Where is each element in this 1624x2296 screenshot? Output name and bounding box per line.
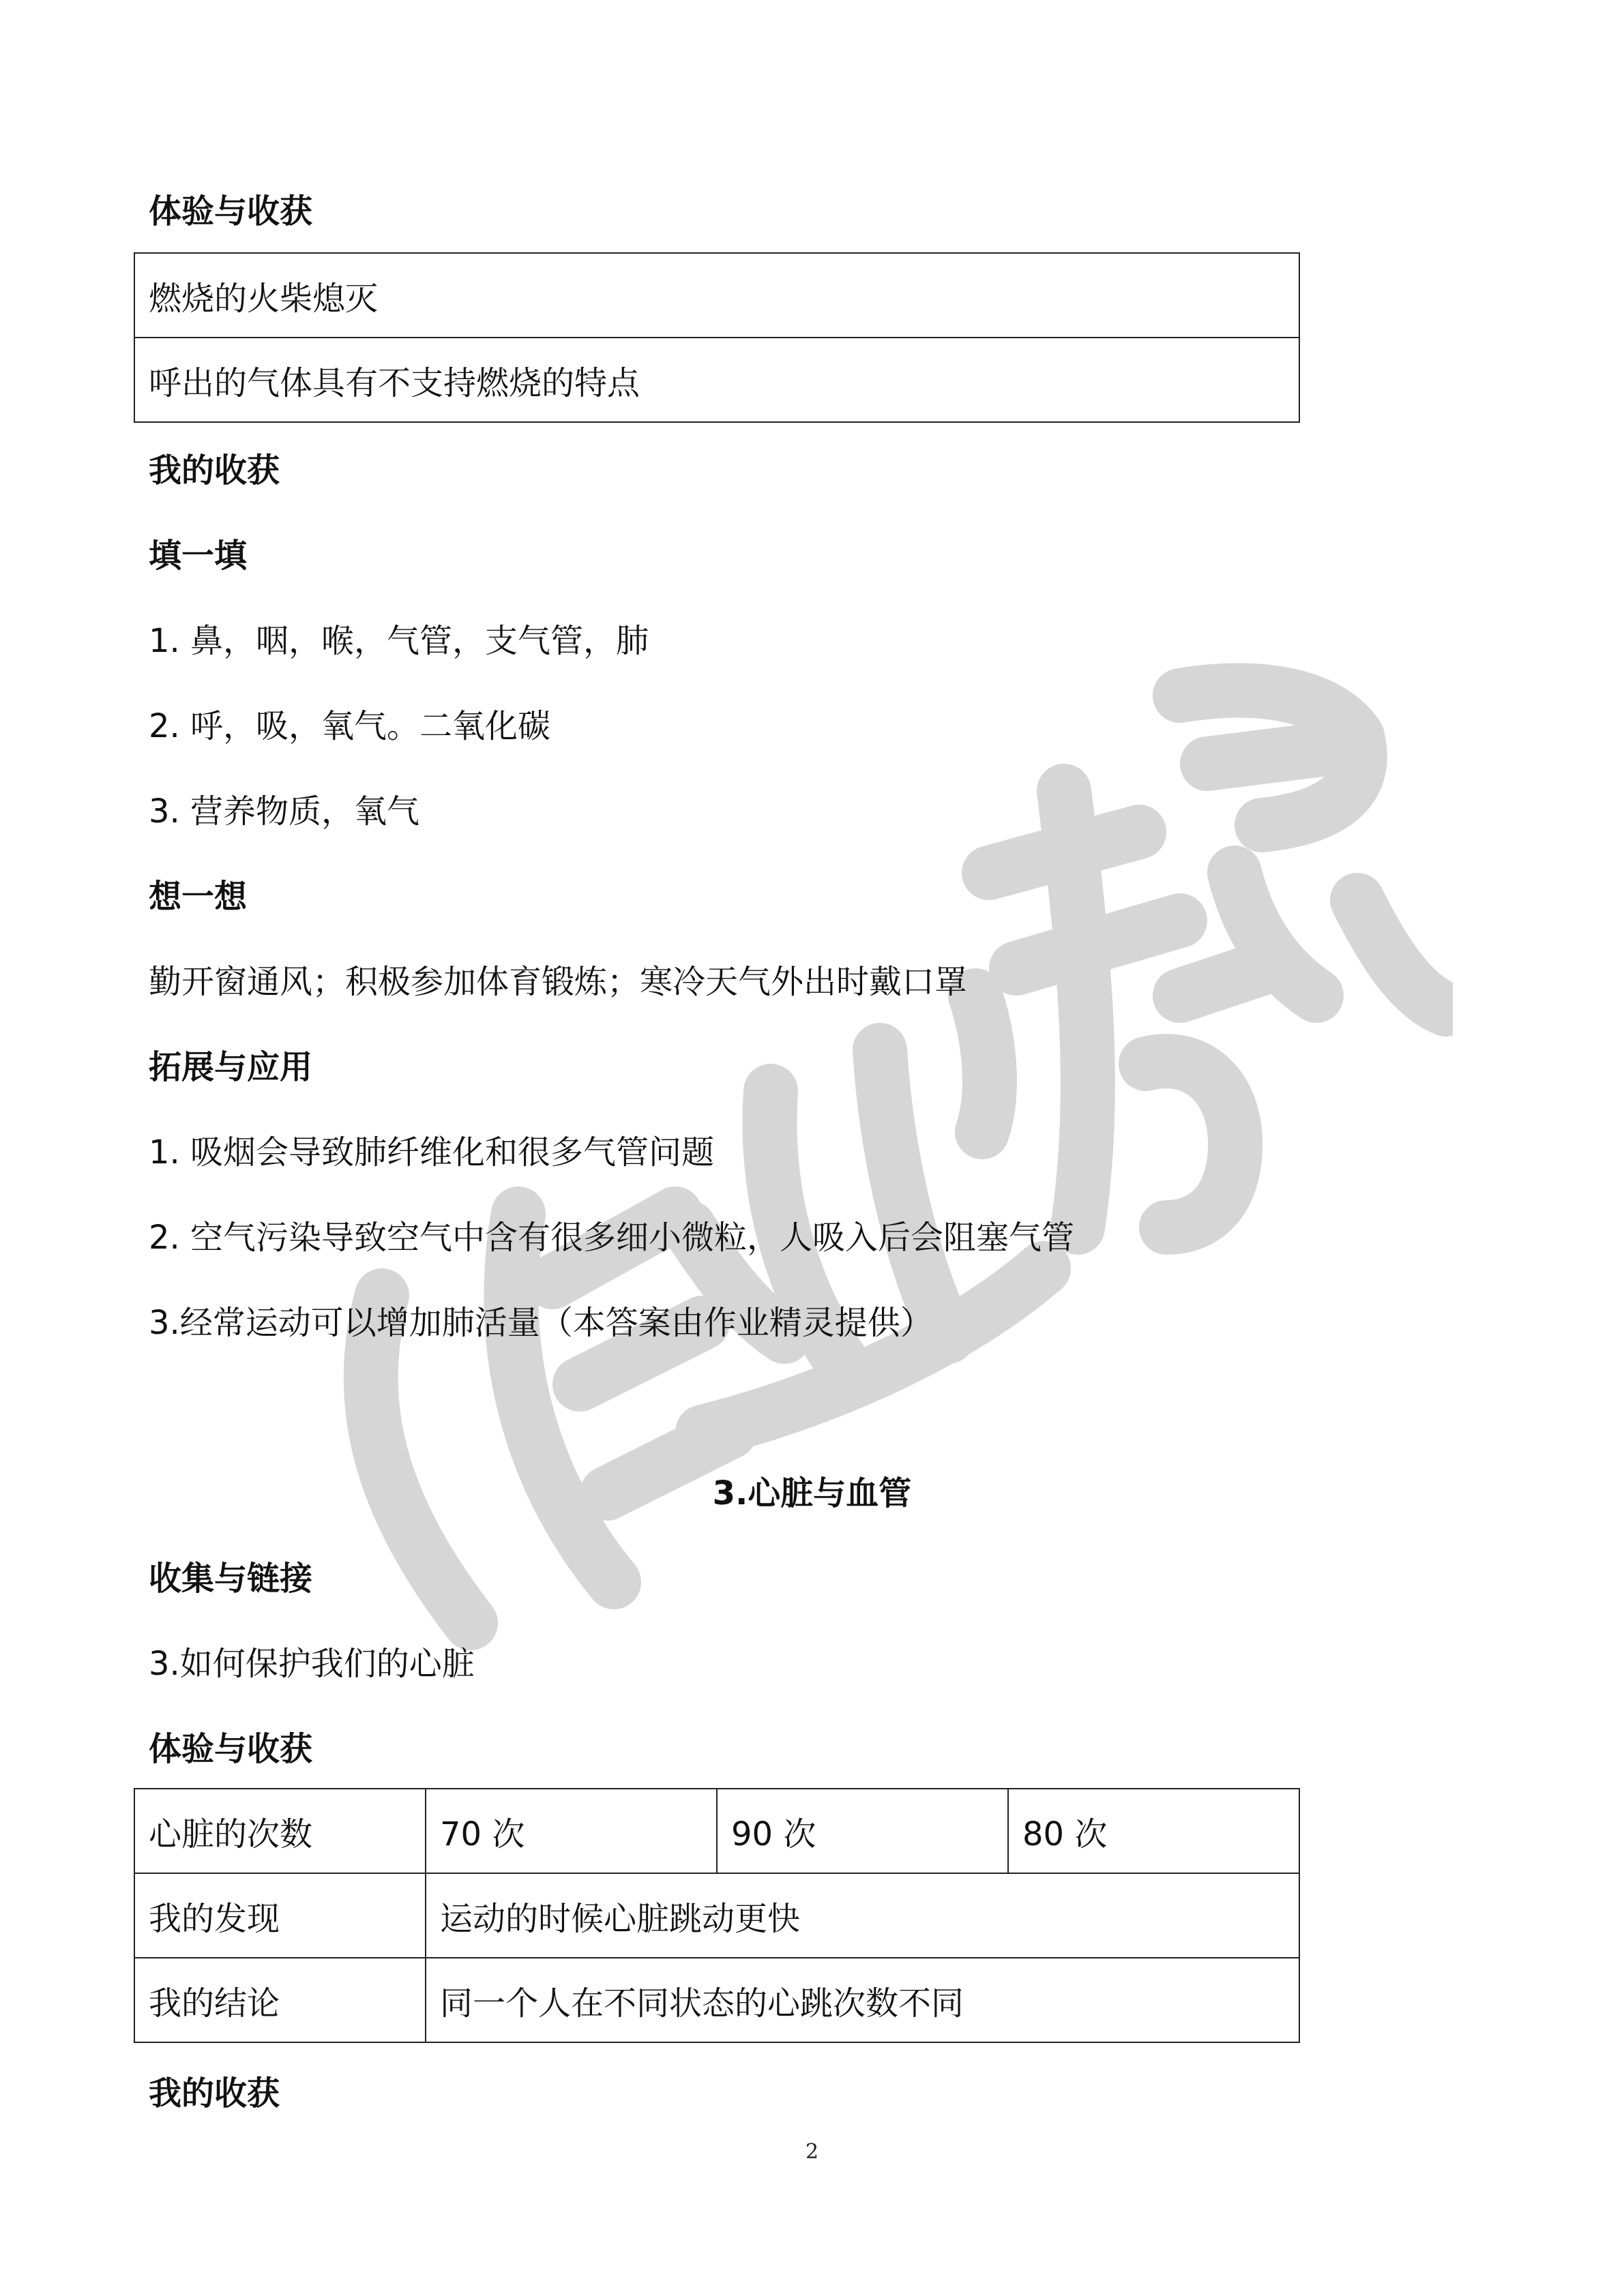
fill-item-2: 2. 呼，吸，氧气。二氧化碳: [149, 707, 551, 745]
fill-item-3: 3. 营养物质，氧气: [149, 792, 420, 831]
table-row: [134, 1789, 1299, 1873]
table-cell: 90 次: [717, 1789, 1008, 1873]
table-cell: 70 次: [426, 1789, 717, 1873]
heart-rate-table: [134, 1788, 1300, 2043]
table-cell-label: 我的发现: [134, 1873, 426, 1958]
fill-item-1: 1. 鼻，咽，喉，气管，支气管，肺: [149, 622, 649, 660]
table-cell-label: 我的结论: [134, 1958, 426, 2042]
page-number: 2: [805, 2140, 819, 2164]
table-row: [134, 1873, 1299, 1958]
extend-item-1: 1. 吸烟会导致肺纤维化和很多气管问题: [149, 1133, 715, 1172]
heading-think: 想一想: [149, 878, 248, 916]
extend-item-3: 3.经常运动可以增加肺活量（本答案由作业精灵提供）: [149, 1304, 933, 1342]
heading-experience-2: 体验与收获: [149, 1730, 313, 1768]
table-row: [134, 1958, 1299, 2042]
table-cell: 燃烧的火柴熄灭: [134, 253, 1299, 338]
heading-my-gain-2: 我的收获: [149, 2074, 280, 2113]
heading-extend: 拓展与应用: [149, 1048, 313, 1086]
table-cell: 呼出的气体具有不支持燃烧的特点: [134, 338, 1299, 422]
collect-text: 3.如何保护我们的心脏: [149, 1645, 475, 1683]
heading-experience-1: 体验与收获: [149, 192, 313, 230]
table-row: [134, 253, 1299, 338]
table-cell: 运动的时候心脏跳动更快: [426, 1873, 1299, 1958]
heading-collect: 收集与链接: [149, 1560, 313, 1598]
table-row: [134, 338, 1299, 422]
table-cell: 同一个人在不同状态的心跳次数不同: [426, 1958, 1299, 2042]
extend-item-2: 2. 空气污染导致空气中含有很多细小微粒，人吸入后会阻塞气管: [149, 1219, 1075, 1257]
table-cell-label: 心脏的次数: [134, 1789, 426, 1873]
think-text: 勤开窗通风；积极参加体育锻炼；寒冷天气外出时戴口罩: [149, 963, 968, 1001]
table-cell: 80 次: [1008, 1789, 1299, 1873]
experience-table-1: [134, 252, 1300, 423]
heading-fill: 填一填: [149, 537, 248, 575]
section-title: 3.心脏与血管: [712, 1474, 912, 1512]
heading-my-gain-1: 我的收获: [149, 451, 280, 490]
